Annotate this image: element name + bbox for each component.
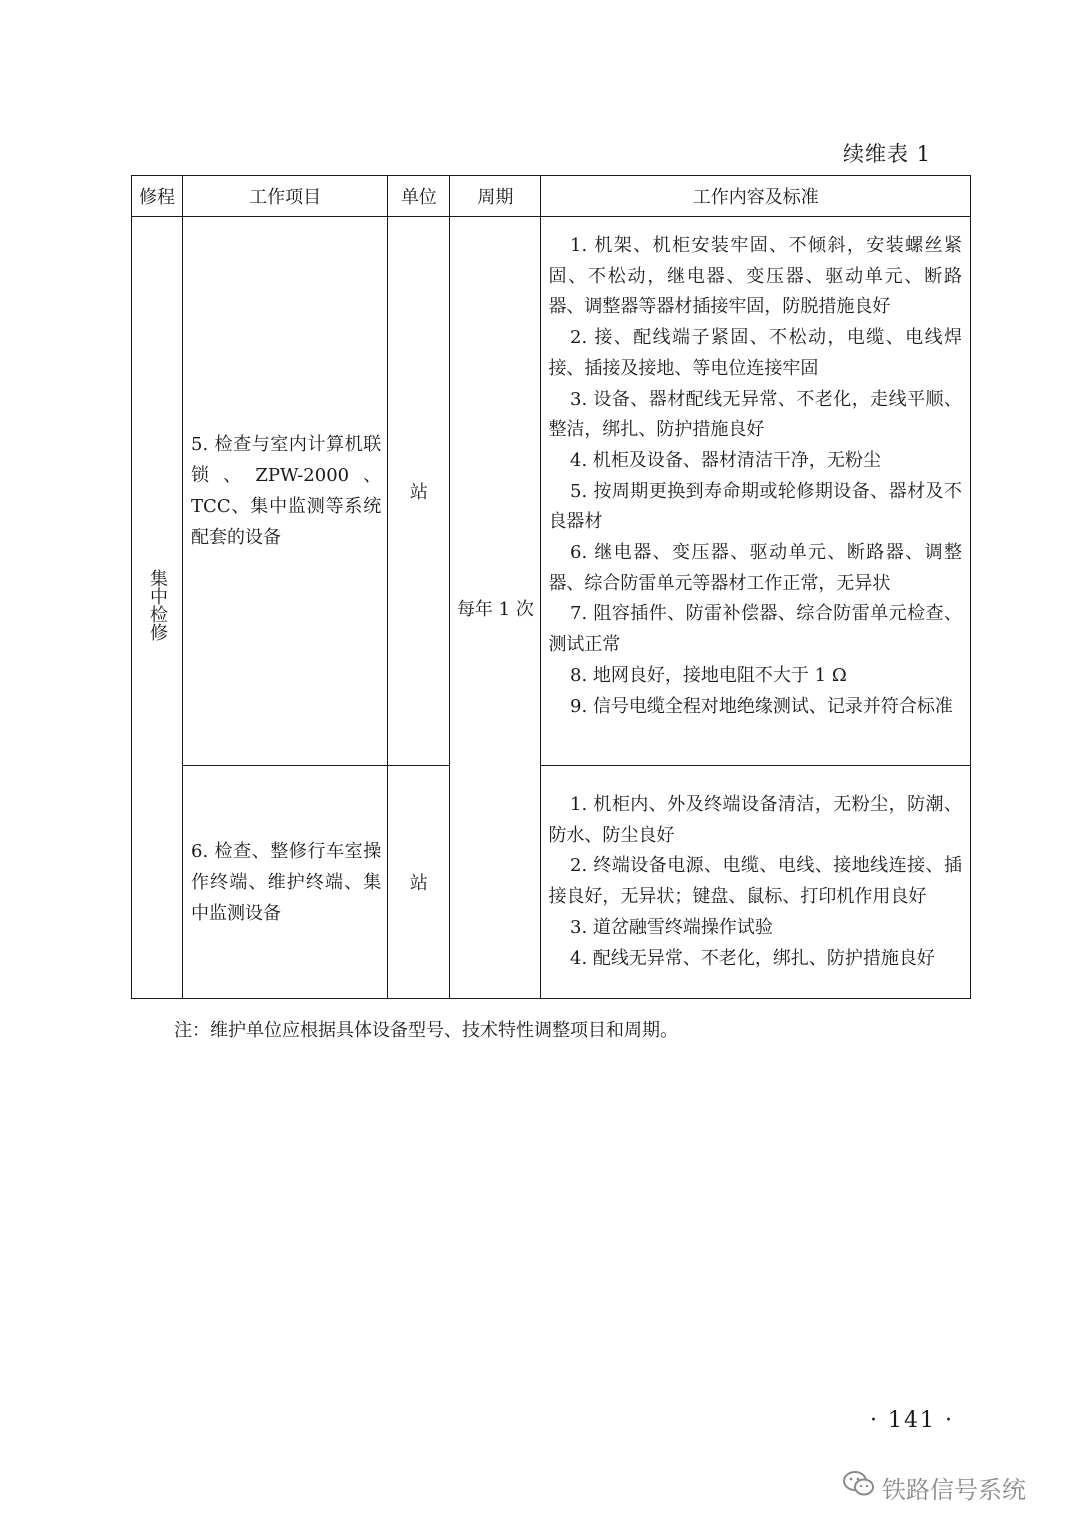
table-row	[132, 766, 971, 999]
unit-label: 站	[409, 873, 428, 894]
content-line: 2. 接、配线端子紧固、不松动，电缆、电线焊接、插接及接地、等电位连接牢固	[548, 327, 962, 379]
content-line: 9. 信号电缆全程对地绝缘测试、记录并符合标准	[570, 695, 953, 717]
content-line: 6. 继电器、变压器、驱动单元、断路器、调整器、综合防雷单元等器材工作正常，无异状	[548, 542, 962, 594]
content-line: 3. 道岔融雪终端操作试验	[570, 916, 773, 938]
content-line: 4. 机柜及设备、器材清洁干净，无粉尘	[570, 449, 881, 471]
watermark	[842, 1469, 1026, 1505]
content-cell	[541, 217, 971, 766]
header-unit: 单位	[388, 176, 450, 217]
unit-cell	[388, 766, 450, 999]
table-row	[132, 217, 971, 766]
content-line: 1. 机架、机柜安装牢固、不倾斜，安装螺丝紧固、不松动，继电器、变压器、驱动单元、断路器、调整器等器材插接牢固，防脱措施良好	[548, 235, 962, 318]
wechat-icon	[842, 1469, 876, 1505]
stage-label: 集中检修	[147, 569, 169, 641]
stage-cell	[132, 217, 183, 999]
header-item: 工作项目	[183, 176, 388, 217]
table-note: 注：维护单位应根据具体设备型号、技术特性调整项目和周期。	[174, 1020, 678, 1041]
unit-label: 站	[409, 482, 428, 503]
header-stage: 修程	[132, 176, 183, 217]
item-label: 6. 检查、整修行车室操作终端、维护终端、集中监测设备	[191, 840, 382, 924]
content-line: 2. 终端设备电源、电缆、电线、接地线连接、插接良好，无异状；键盘、鼠标、打印机作用良好	[548, 855, 962, 908]
item-cell	[183, 766, 388, 999]
content-line: 8. 地网良好，接地电阻不大于 1 Ω	[570, 664, 847, 686]
item-label: 5. 检查与室内计算机联锁、ZPW-2000、TCC、集中监测等系统配套的设备	[191, 434, 382, 548]
header-cycle: 周期	[450, 176, 541, 217]
page-number: · 141 ·	[870, 1408, 954, 1433]
content-line: 3. 设备、器材配线无异常、不老化，走线平顺、整洁，绑扎、防护措施良好	[548, 388, 962, 441]
table-title: 续维表 1	[843, 142, 932, 166]
cycle-cell	[450, 217, 541, 999]
cycle-label: 每年 1 次	[456, 598, 534, 620]
content-line: 5. 按周期更换到寿命期或轮修期设备、器材及不良器材	[548, 480, 962, 533]
content-line: 7. 阻容插件、防雷补偿器、综合防雷单元检查、测试正常	[548, 603, 962, 656]
maintenance-table	[131, 175, 971, 999]
header-row	[132, 176, 971, 217]
header-content: 工作内容及标准	[541, 176, 971, 217]
content-line: 1. 机柜内、外及终端设备清洁，无粉尘，防潮、防水、防尘良好	[548, 794, 962, 846]
content-line: 4. 配线无异常、不老化，绑扎、防护措施良好	[570, 947, 935, 969]
watermark-text: 铁路信号系统	[882, 1475, 1026, 1504]
unit-cell	[388, 217, 450, 766]
item-cell	[183, 217, 388, 766]
content-cell	[541, 766, 971, 999]
